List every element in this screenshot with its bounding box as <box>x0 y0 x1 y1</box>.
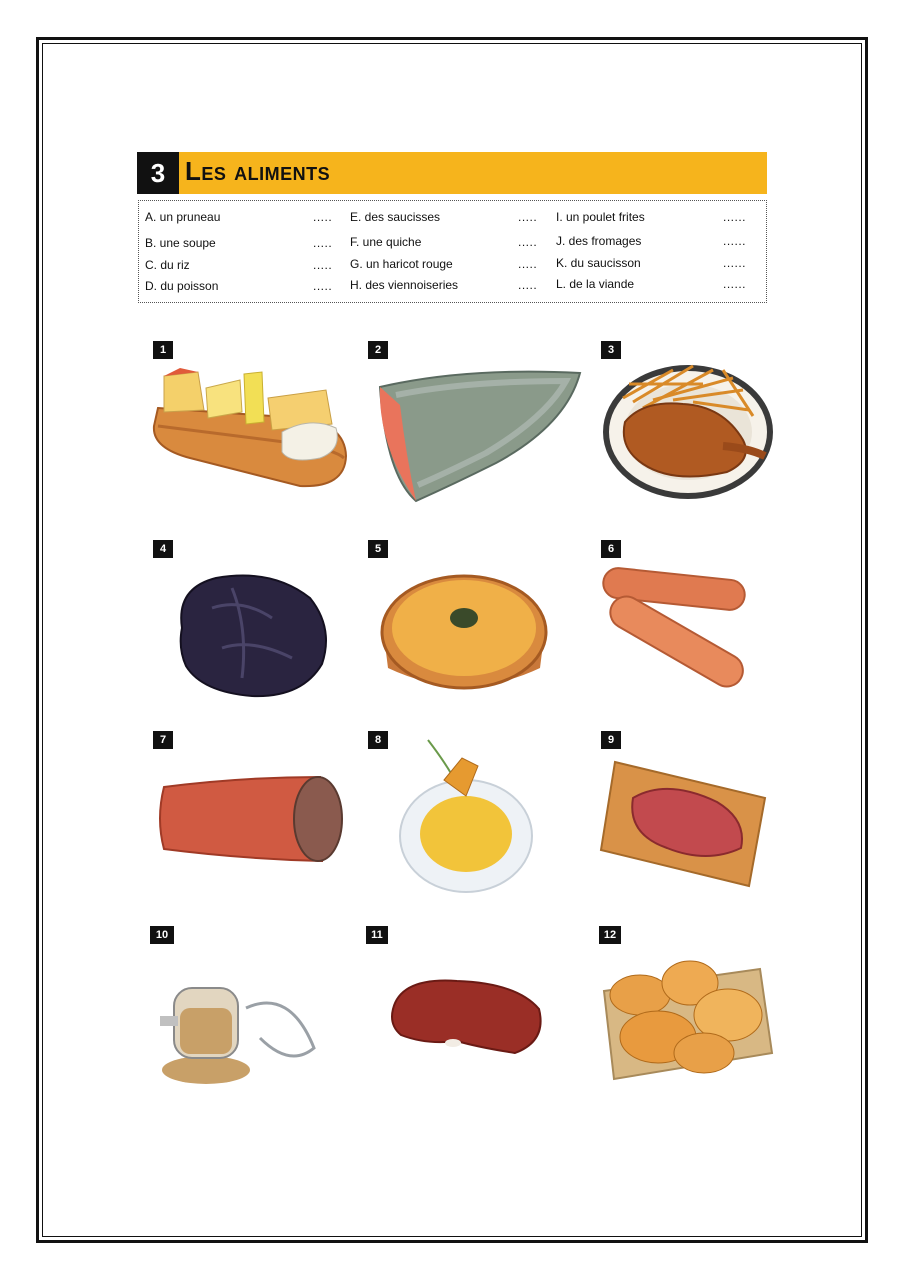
picture-number-1: 1 <box>153 341 173 359</box>
vocab-item-b: B. une soupe <box>145 236 216 250</box>
section-title: Les aliments <box>185 156 331 186</box>
picture-number-9: 9 <box>601 731 621 749</box>
answer-blank-g[interactable]: ..... <box>518 257 538 271</box>
picture-number-2: 2 <box>368 341 388 359</box>
cheese-board-icon <box>150 366 350 492</box>
answer-blank-a[interactable]: ..... <box>313 210 333 224</box>
answer-blank-h[interactable]: ..... <box>518 278 538 292</box>
answer-blank-b[interactable]: ..... <box>313 236 333 250</box>
answer-blank-e[interactable]: ..... <box>518 210 538 224</box>
picture-number-6: 6 <box>601 540 621 558</box>
vocab-item-a: A. un pruneau <box>145 210 221 224</box>
vocab-item-f: F. une quiche <box>350 235 422 249</box>
sausages-icon <box>599 566 749 698</box>
answer-blank-d[interactable]: ..... <box>313 279 333 293</box>
rice-jar-icon <box>150 968 320 1084</box>
vocab-item-d: D. du poisson <box>145 279 219 293</box>
answer-blank-f[interactable]: ..... <box>518 235 538 249</box>
picture-number-11: 11 <box>366 926 388 944</box>
soup-bowl-icon <box>398 736 536 896</box>
picture-number-10: 10 <box>150 926 174 944</box>
vocabulary-box <box>138 200 767 303</box>
picture-number-3: 3 <box>601 341 621 359</box>
answer-blank-i[interactable]: ...... <box>723 210 747 224</box>
vocab-item-k: K. du saucisson <box>556 256 641 270</box>
saucisson-icon <box>152 773 346 863</box>
picture-number-4: 4 <box>153 540 173 558</box>
chicken-fries-plate-icon <box>603 360 773 500</box>
vocab-item-h: H. des viennoiseries <box>350 278 459 292</box>
answer-blank-c[interactable]: ..... <box>313 258 333 272</box>
answer-blank-k[interactable]: ...... <box>723 256 747 270</box>
pastry-basket-icon <box>600 955 774 1083</box>
section-header <box>137 152 767 194</box>
vocab-item-e: E. des saucisses <box>350 210 441 224</box>
picture-number-8: 8 <box>368 731 388 749</box>
picture-number-12: 12 <box>599 926 621 944</box>
answer-blank-j[interactable]: ...... <box>723 234 747 248</box>
vocab-item-g: G. un haricot rouge <box>350 257 453 271</box>
meat-board-icon <box>597 758 769 888</box>
vocab-item-l: L. de la viande <box>556 277 635 291</box>
picture-number-7: 7 <box>153 731 173 749</box>
salmon-fillet-icon <box>376 365 586 505</box>
kidney-bean-icon <box>387 975 547 1057</box>
answer-blank-l[interactable]: ...... <box>723 277 747 291</box>
vocab-item-j: J. des fromages <box>556 234 642 248</box>
vocab-item-i: I. un poulet frites <box>556 210 645 224</box>
prune-icon <box>172 568 334 702</box>
section-number: 3 <box>137 152 179 194</box>
quiche-icon <box>378 566 550 696</box>
picture-number-5: 5 <box>368 540 388 558</box>
vocab-item-c: C. du riz <box>145 258 190 272</box>
